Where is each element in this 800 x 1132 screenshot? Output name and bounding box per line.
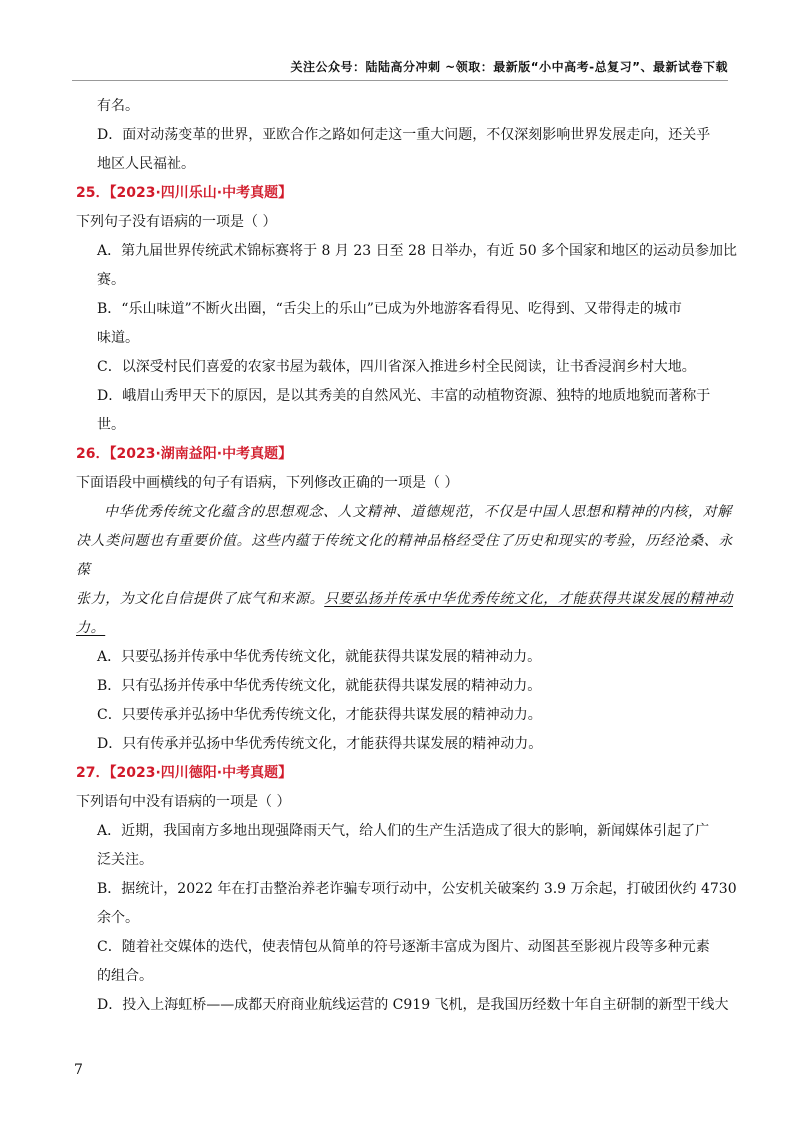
question-26-stem: 下面语段中画横线的句子有语病，下列修改正确的一项是（ ）: [76, 475, 459, 491]
q27-option-c: C．随着社交媒体的迭代，使表情包从简单的符号逐渐丰富成为图片、动图甚至影视片段等多种元素: [97, 939, 710, 955]
page-content: [76, 92, 736, 1020]
prev-option-d: D．面对动荡变革的世界，亚欧合作之路如何走这一重大问题，不仅深刻影响世界发展走向，还关乎: [97, 127, 711, 143]
q26-passage-line-1: 中华优秀传统文化蕴含的思想观念、人文精神、道德规范，不仅是中国人思想和精神的内核，对解: [104, 504, 732, 520]
q26-option-d: D．只有传承并弘扬中华优秀传统文化，才能获得共谋发展的精神动力。: [97, 736, 543, 752]
q26-option-a: A．只要弘扬并传承中华优秀传统文化，就能获得共谋发展的精神动力。: [97, 649, 542, 665]
question-25-stem: 下列句子没有语病的一项是（ ）: [76, 214, 277, 230]
prev-option-d-cont: 地区人民福祉。: [97, 156, 195, 172]
prev-question-tail: 有名。: [97, 98, 139, 114]
q27-option-a-cont: 泛关注。: [97, 852, 153, 868]
question-27-stem: 下列语句中没有语病的一项是（ ）: [76, 794, 291, 810]
page-header: 关注公众号：陆陆高分冲刺 ~领取：最新版“小中高考-总复习”、最新试卷下载: [290, 60, 728, 74]
q26-passage-line-3: [76, 585, 736, 643]
q25-option-a: A．第九届世界传统武术锦标赛将于 8 月 23 日至 28 日举办，有近 50 多个国家和地区的运动员参加比: [97, 243, 738, 259]
q26-passage-line-2: 决人类问题也有重要价值。这些内蕴于传统文化的精神品格经受住了历史和现实的考验，历经沧桑、永葆: [76, 533, 733, 578]
header-divider: [72, 80, 728, 81]
q27-option-b: B．据统计，2022 年在打击整治养老诈骗专项行动中，公安机关破案约 3.9 万余起，打破团伙约 4730: [97, 881, 737, 897]
q27-option-b-cont: 余个。: [97, 910, 139, 926]
q25-option-d: D．峨眉山秀甲天下的原因，是以其秀美的自然风光、丰富的动植物资源、独特的地质地貌而著称于: [97, 388, 711, 404]
q25-option-d-cont: 世。: [97, 417, 125, 433]
page-number: 7: [74, 1062, 83, 1078]
q27-option-c-cont: 的组合。: [97, 968, 153, 984]
q25-option-b-cont: 味道。: [97, 330, 139, 346]
question-27-heading: 27．【2023·四川德阳·中考真题】: [76, 765, 293, 781]
q27-option-a: A．近期，我国南方多地出现强降雨天气，给人们的生产生活造成了很大的影响，新闻媒体引起了广: [97, 823, 710, 839]
q25-option-c: C．以深受村民们喜爱的农家书屋为载体，四川省深入推进乡村全民阅读，让书香浸润乡村大地。: [97, 359, 696, 375]
q25-option-a-cont: 赛。: [97, 272, 125, 288]
question-25-heading: 25．【2023·四川乐山·中考真题】: [76, 185, 293, 201]
q26-underlined-sentence: 只要弘扬并传承中华优秀传统文化，才能获得共谋发展的精神动力。: [76, 591, 734, 636]
q26-passage-text: 张力，为文化自信提供了底气和来源。: [76, 591, 325, 607]
question-26-heading: 26．【2023·湖南益阳·中考真题】: [76, 446, 293, 462]
q25-option-b: B．“乐山味道”不断火出圈，“舌尖上的乐山”已成为外地游客看得见、吃得到、又带得走的城市: [97, 301, 682, 317]
q26-option-c: C．只要传承并弘扬中华优秀传统文化，才能获得共谋发展的精神动力。: [97, 707, 542, 723]
q26-option-b: B．只有弘扬并传承中华优秀传统文化，就能获得共谋发展的精神动力。: [97, 678, 542, 694]
q27-option-d: D．投入上海虹桥——成都天府商业航线运营的 C919 飞机，是我国历经数十年自主研制的新型干线大: [97, 997, 729, 1013]
